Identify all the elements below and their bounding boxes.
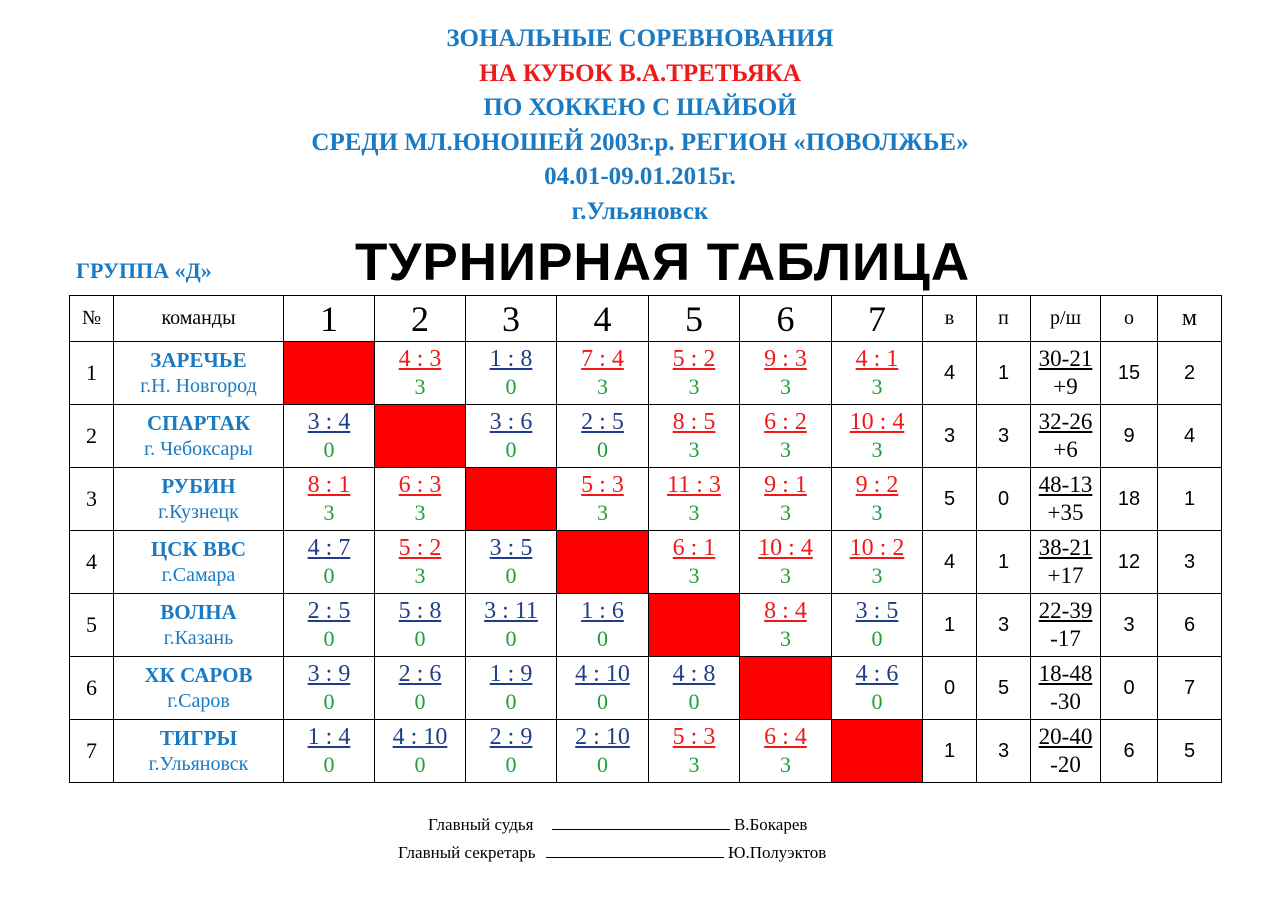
- match-score: 4 : 1: [855, 346, 899, 372]
- header-col-7: 7: [832, 296, 923, 342]
- header-line-1: ЗОНАЛЬНЫЕ СОРЕВНОВАНИЯ: [446, 25, 834, 52]
- wins-cell: 4: [923, 531, 977, 594]
- match-result-cell: [740, 342, 832, 405]
- match-result-cell: [284, 468, 375, 531]
- team-name: ХК САРОВ: [144, 663, 253, 687]
- team-city: г.Н. Новгород: [140, 375, 257, 397]
- header-col-4: 4: [557, 296, 649, 342]
- match-score: 3 : 5: [489, 535, 533, 561]
- header-line-5: 04.01-09.01.2015г.: [544, 163, 736, 190]
- match-score: 4 : 3: [398, 346, 442, 372]
- secretary-line: [398, 843, 826, 863]
- match-points: 3: [414, 563, 426, 588]
- match-result-cell: [375, 531, 466, 594]
- goals-ratio: 20-40: [1038, 724, 1093, 749]
- team-city: г.Кузнецк: [158, 501, 239, 523]
- match-points: 3: [871, 437, 883, 462]
- team-city: г.Ульяновск: [148, 753, 249, 775]
- secretary-role: Главный секретарь: [398, 843, 536, 862]
- match-result-cell: [740, 405, 832, 468]
- match-result-cell: [649, 531, 740, 594]
- match-result-cell: [466, 405, 557, 468]
- secretary-signature-line: [546, 843, 724, 858]
- row-number: 2: [70, 405, 114, 468]
- match-points: 0: [871, 626, 883, 651]
- match-result-cell: [466, 720, 557, 783]
- match-score: 5 : 3: [581, 472, 624, 498]
- table-row: [70, 405, 1222, 468]
- match-points: 0: [505, 563, 517, 588]
- match-result-cell: [740, 468, 832, 531]
- match-result-cell: [557, 720, 649, 783]
- goals-diff: +9: [1053, 374, 1078, 399]
- match-points: 0: [505, 626, 517, 651]
- match-points: 3: [871, 374, 883, 399]
- match-points: 3: [871, 500, 883, 525]
- match-score: 5 : 2: [672, 346, 716, 372]
- team-name: ЗАРЕЧЬЕ: [150, 348, 247, 372]
- diagonal-cell: [284, 342, 375, 405]
- match-result-cell: [557, 342, 649, 405]
- page-title: ТУРНИРНАЯ ТАБЛИЦА: [355, 233, 971, 292]
- standings-table: [69, 295, 1222, 783]
- match-result-cell: [557, 594, 649, 657]
- match-score: 8 : 5: [672, 409, 716, 435]
- match-score: 9 : 1: [764, 472, 807, 498]
- match-result-cell: [284, 720, 375, 783]
- diagonal-cell: [375, 405, 466, 468]
- goals-ratio: 22-39: [1038, 598, 1093, 623]
- points-cell: 12: [1101, 531, 1158, 594]
- team-cell: [114, 657, 284, 720]
- match-score: 10 : 4: [849, 409, 905, 435]
- match-score: 2 : 9: [489, 724, 533, 750]
- match-result-cell: [649, 405, 740, 468]
- match-score: 3 : 4: [307, 409, 351, 435]
- losses-cell: 3: [977, 594, 1031, 657]
- points-cell: 18: [1101, 468, 1158, 531]
- header-col-1: 1: [284, 296, 375, 342]
- losses-cell: 3: [977, 405, 1031, 468]
- points-cell: 3: [1101, 594, 1158, 657]
- match-points: 3: [688, 374, 700, 399]
- match-points: 3: [688, 437, 700, 462]
- match-score: 1 : 4: [307, 724, 351, 750]
- header-col-6: 6: [740, 296, 832, 342]
- match-points: 3: [597, 500, 608, 525]
- goals-cell: [1031, 720, 1101, 783]
- match-score: 3 : 9: [307, 661, 351, 687]
- header-col-2: 2: [375, 296, 466, 342]
- row-number: 7: [70, 720, 114, 783]
- place-cell: 3: [1158, 531, 1222, 594]
- page-header: [0, 22, 1280, 229]
- match-points: 0: [597, 437, 608, 462]
- row-number: 5: [70, 594, 114, 657]
- match-points: 0: [414, 752, 426, 777]
- match-result-cell: [557, 657, 649, 720]
- match-points: 3: [871, 563, 883, 588]
- goals-cell: [1031, 657, 1101, 720]
- header-wins: в: [923, 296, 977, 342]
- match-score: 8 : 4: [764, 598, 807, 624]
- match-score: 9 : 2: [855, 472, 899, 498]
- header-line-6: г.Ульяновск: [571, 197, 709, 225]
- match-result-cell: [557, 468, 649, 531]
- match-score: 5 : 3: [672, 724, 716, 750]
- table-row: [70, 594, 1222, 657]
- match-result-cell: [832, 594, 923, 657]
- match-points: 3: [414, 374, 426, 399]
- match-score: 9 : 3: [764, 346, 807, 372]
- match-result-cell: [740, 531, 832, 594]
- match-score: 4 : 10: [392, 724, 448, 750]
- goals-diff: -20: [1050, 752, 1081, 777]
- match-score: 2 : 5: [307, 598, 351, 624]
- team-name: ВОЛНА: [160, 600, 237, 624]
- match-points: 0: [505, 437, 517, 462]
- match-points: 0: [597, 689, 608, 714]
- place-cell: 2: [1158, 342, 1222, 405]
- match-points: 3: [323, 500, 335, 525]
- match-result-cell: [284, 594, 375, 657]
- match-points: 0: [688, 689, 700, 714]
- match-points: 3: [780, 437, 791, 462]
- match-points: 3: [597, 374, 608, 399]
- match-score: 3 : 6: [489, 409, 533, 435]
- match-result-cell: [740, 594, 832, 657]
- match-points: 3: [688, 563, 700, 588]
- header-points: о: [1101, 296, 1158, 342]
- match-score: 11 : 3: [667, 472, 721, 498]
- points-cell: 6: [1101, 720, 1158, 783]
- match-points: 0: [323, 689, 335, 714]
- team-name: РУБИН: [161, 474, 236, 498]
- match-points: 0: [323, 563, 335, 588]
- judge-signature-line: [552, 815, 730, 830]
- goals-ratio: 32-26: [1038, 409, 1093, 434]
- team-city: г. Чебоксары: [144, 438, 253, 460]
- wins-cell: 5: [923, 468, 977, 531]
- header-losses: п: [977, 296, 1031, 342]
- match-points: 0: [505, 752, 517, 777]
- wins-cell: 3: [923, 405, 977, 468]
- match-score: 1 : 9: [489, 661, 533, 687]
- team-cell: [114, 720, 284, 783]
- row-number: 1: [70, 342, 114, 405]
- team-cell: [114, 468, 284, 531]
- team-city: г.Самара: [161, 564, 236, 586]
- judge-line: [428, 815, 807, 835]
- table-row: [70, 720, 1222, 783]
- match-points: 0: [597, 752, 608, 777]
- match-result-cell: [832, 342, 923, 405]
- header-place: м: [1158, 296, 1222, 342]
- header-line-4: СРЕДИ МЛ.ЮНОШЕЙ 2003г.р. РЕГИОН «ПОВОЛЖЬЕ»: [311, 128, 969, 156]
- match-score: 4 : 8: [672, 661, 716, 687]
- match-points: 0: [597, 626, 608, 651]
- losses-cell: 1: [977, 531, 1031, 594]
- match-result-cell: [284, 657, 375, 720]
- row-number: 3: [70, 468, 114, 531]
- match-points: 0: [871, 689, 883, 714]
- match-score: 4 : 7: [307, 535, 351, 561]
- match-result-cell: [649, 342, 740, 405]
- goals-ratio: 48-13: [1038, 472, 1093, 497]
- match-points: 0: [505, 689, 517, 714]
- header-teams: команды: [114, 296, 284, 342]
- losses-cell: 3: [977, 720, 1031, 783]
- match-result-cell: [649, 468, 740, 531]
- match-score: 10 : 4: [758, 535, 813, 561]
- points-cell: 9: [1101, 405, 1158, 468]
- match-result-cell: [832, 405, 923, 468]
- match-result-cell: [832, 468, 923, 531]
- team-name: ЦСК ВВС: [150, 537, 247, 561]
- diagonal-cell: [832, 720, 923, 783]
- row-number: 6: [70, 657, 114, 720]
- match-points: 3: [780, 626, 791, 651]
- match-points: 3: [414, 500, 426, 525]
- points-cell: 15: [1101, 342, 1158, 405]
- match-score: 10 : 2: [849, 535, 905, 561]
- table-row: [70, 657, 1222, 720]
- diagonal-cell: [466, 468, 557, 531]
- match-points: 0: [505, 374, 517, 399]
- team-cell: [114, 531, 284, 594]
- match-result-cell: [375, 594, 466, 657]
- match-score: 1 : 6: [581, 598, 624, 624]
- match-score: 1 : 8: [489, 346, 533, 372]
- table-row: [70, 342, 1222, 405]
- match-result-cell: [557, 405, 649, 468]
- losses-cell: 0: [977, 468, 1031, 531]
- match-points: 3: [780, 500, 791, 525]
- table-row: [70, 468, 1222, 531]
- team-city: г.Саров: [167, 690, 230, 712]
- match-score: 6 : 4: [764, 724, 807, 750]
- header-goals: р/ш: [1031, 296, 1101, 342]
- goals-diff: +35: [1047, 500, 1084, 525]
- place-cell: 6: [1158, 594, 1222, 657]
- group-label: ГРУППА «Д»: [76, 258, 212, 283]
- match-result-cell: [375, 657, 466, 720]
- match-result-cell: [375, 720, 466, 783]
- wins-cell: 4: [923, 342, 977, 405]
- match-result-cell: [466, 342, 557, 405]
- match-result-cell: [466, 657, 557, 720]
- place-cell: 4: [1158, 405, 1222, 468]
- match-score: 8 : 1: [307, 472, 351, 498]
- header-line-3: ПО ХОККЕЮ С ШАЙБОЙ: [483, 94, 797, 121]
- diagonal-cell: [557, 531, 649, 594]
- match-result-cell: [284, 405, 375, 468]
- goals-cell: [1031, 594, 1101, 657]
- match-points: 3: [780, 374, 791, 399]
- match-score: 5 : 8: [398, 598, 442, 624]
- match-result-cell: [649, 657, 740, 720]
- match-score: 4 : 6: [855, 661, 899, 687]
- standings-body: [70, 342, 1222, 783]
- match-points: 0: [323, 752, 335, 777]
- points-cell: 0: [1101, 657, 1158, 720]
- diagonal-cell: [649, 594, 740, 657]
- match-score: 6 : 3: [398, 472, 442, 498]
- team-cell: [114, 405, 284, 468]
- match-score: 6 : 1: [672, 535, 716, 561]
- match-result-cell: [466, 531, 557, 594]
- goals-ratio: 30-21: [1038, 346, 1093, 371]
- team-city: г.Казань: [163, 627, 234, 649]
- match-score: 2 : 6: [398, 661, 442, 687]
- losses-cell: 5: [977, 657, 1031, 720]
- match-score: 2 : 5: [581, 409, 624, 435]
- place-cell: 7: [1158, 657, 1222, 720]
- place-cell: 1: [1158, 468, 1222, 531]
- team-name: ТИГРЫ: [159, 726, 238, 750]
- losses-cell: 1: [977, 342, 1031, 405]
- header-num: №: [70, 296, 114, 342]
- match-score: 3 : 11: [484, 598, 538, 624]
- match-result-cell: [375, 468, 466, 531]
- match-score: 5 : 2: [398, 535, 442, 561]
- match-points: 0: [414, 689, 426, 714]
- header-line-2: НА КУБОК В.А.ТРЕТЬЯКА: [479, 59, 801, 87]
- table-header-row: [70, 296, 1222, 342]
- goals-ratio: 18-48: [1038, 661, 1093, 686]
- wins-cell: 0: [923, 657, 977, 720]
- match-score: 7 : 4: [581, 346, 624, 372]
- match-score: 6 : 2: [764, 409, 807, 435]
- match-score: 3 : 5: [855, 598, 899, 624]
- judge-role: Главный судья: [428, 815, 534, 834]
- match-points: 0: [323, 626, 335, 651]
- team-cell: [114, 342, 284, 405]
- match-result-cell: [284, 531, 375, 594]
- goals-cell: [1031, 531, 1101, 594]
- goals-ratio: 38-21: [1038, 535, 1093, 560]
- match-points: 0: [414, 626, 426, 651]
- match-score: 2 : 10: [575, 724, 630, 750]
- match-result-cell: [832, 657, 923, 720]
- table-row: [70, 531, 1222, 594]
- header-col-5: 5: [649, 296, 740, 342]
- judge-name: В.Бокарев: [733, 815, 808, 834]
- wins-cell: 1: [923, 720, 977, 783]
- match-result-cell: [832, 531, 923, 594]
- goals-diff: -17: [1050, 626, 1081, 651]
- goals-diff: +6: [1053, 437, 1078, 462]
- match-points: 3: [780, 752, 791, 777]
- match-score: 4 : 10: [575, 661, 630, 687]
- match-points: 3: [780, 563, 791, 588]
- header-col-3: 3: [466, 296, 557, 342]
- match-result-cell: [649, 720, 740, 783]
- diagonal-cell: [740, 657, 832, 720]
- match-points: 0: [323, 437, 335, 462]
- goals-diff: +17: [1047, 563, 1084, 588]
- team-cell: [114, 594, 284, 657]
- wins-cell: 1: [923, 594, 977, 657]
- goals-cell: [1031, 405, 1101, 468]
- secretary-name: Ю.Полуэктов: [728, 843, 827, 862]
- match-result-cell: [466, 594, 557, 657]
- goals-diff: -30: [1050, 689, 1081, 714]
- place-cell: 5: [1158, 720, 1222, 783]
- match-points: 3: [688, 752, 700, 777]
- match-result-cell: [375, 342, 466, 405]
- match-result-cell: [740, 720, 832, 783]
- row-number: 4: [70, 531, 114, 594]
- team-name: СПАРТАК: [146, 411, 251, 435]
- goals-cell: [1031, 342, 1101, 405]
- match-points: 3: [688, 500, 700, 525]
- goals-cell: [1031, 468, 1101, 531]
